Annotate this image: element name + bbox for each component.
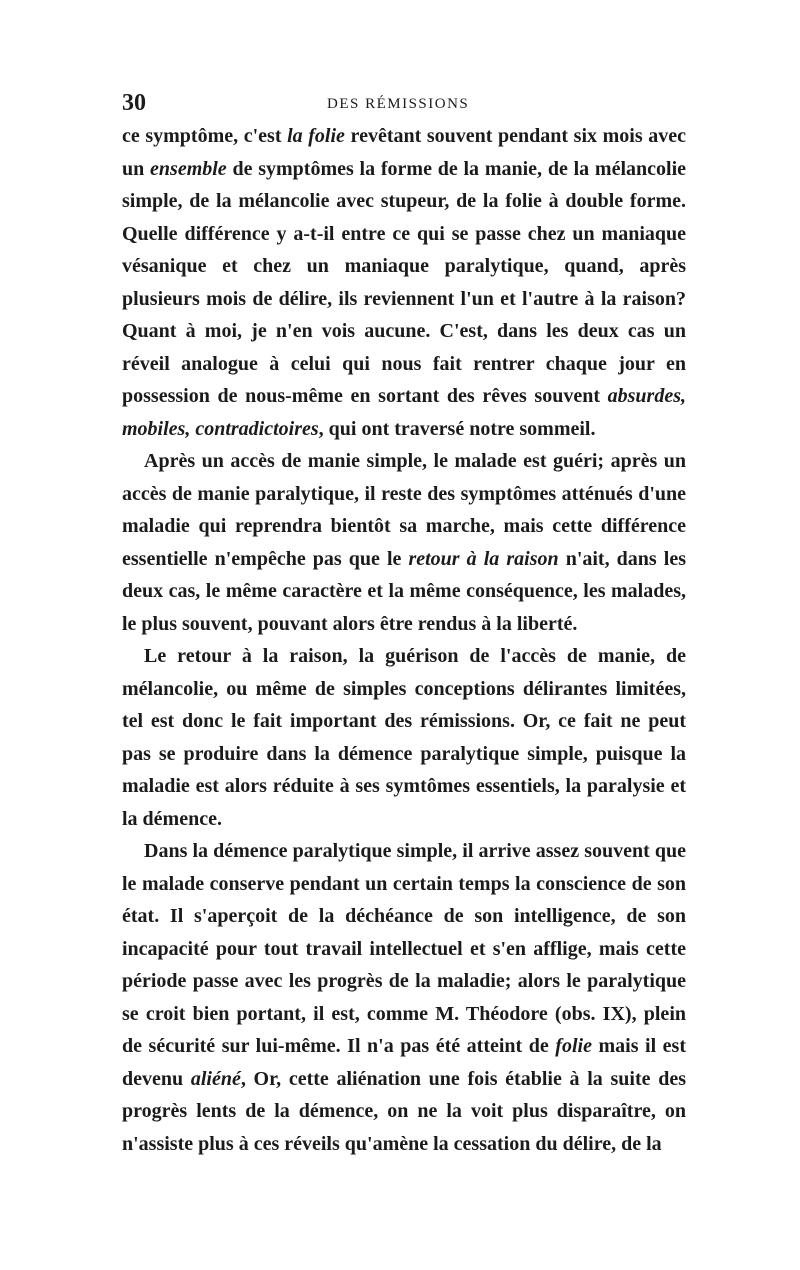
running-head: DES RÉMISSIONS <box>327 96 470 112</box>
italic-text: aliéné <box>190 1067 241 1090</box>
paragraph <box>122 445 686 640</box>
text-run: , Or, cette aliénation une fois établie à la suite des progrès lents de la démence, on ne la voit plus disparaître, on n'assiste plus à ces réveils qu'amène la cessation du délire, de la <box>122 1067 686 1155</box>
italic-text: absurdes, mobiles, contradictoires <box>122 385 686 440</box>
text-run: Dans la démence paralytique simple, il arrive assez souvent que le malade conserve pendant un certain temps la conscience de son état. Il s'aperçoit de la déchéance de son intelligence, de son incapacité pour tout travail intellectuel et s'en afflige, mais cette période passe avec les progrès de la maladie; alors le paralytique se croit bien portant, il est, comme M. Théodore (obs. IX), plein de sécurité sur lui-même. Il n'a pas été atteint de <box>122 840 686 1057</box>
italic-text: retour à la raison <box>408 547 559 570</box>
text-run: revêtant souvent pendant six mois avec un <box>122 125 686 180</box>
text-run: n'ait, dans les deux cas, le même caractère et la même conséquence, les malades, le plus souvent, pouvant alors être rendus à la liberté. <box>122 547 686 635</box>
page-number: 30 <box>122 90 146 116</box>
italic-text: ensemble <box>150 157 227 180</box>
text-run: Le retour à la raison, la guérison de l'accès de manie, de mélancolie, ou même de simples conceptions délirantes limitées, tel est donc le fait important des rémissions. Or, ce fait ne peut pas se produire dans la démence paralytique simple, puisque la maladie est alors réduite à ses symtômes essentiels, la paralysie et la démence. <box>122 645 686 830</box>
text-run: , qui ont traversé notre sommeil. <box>318 417 596 440</box>
page-header <box>122 90 686 120</box>
text-run: ce symptôme, c'est <box>122 125 288 147</box>
body-text <box>122 120 686 1160</box>
text-run: Après un accès de manie simple, le malade est guéri; après un accès de manie paralytique, il reste des symptômes atténués d'une maladie qui reprendra bientôt sa marche, mais cette différence essentielle n'empêche pas que le <box>122 450 686 570</box>
paragraph <box>122 120 686 445</box>
italic-text: la folie <box>287 125 345 147</box>
paragraph <box>122 835 686 1160</box>
text-run: de symptômes la forme de la manie, de la mélancolie simple, de la mélancolie avec stupeur, de la folie à double forme. Quelle différence y a-t-il entre ce qui se passe chez un maniaque vésanique et chez un maniaque paralytique, quand, après plusieurs mois de délire, ils reviennent l'un et l'autre à la raison? Quant à moi, je n'en vois aucune. C'est, dans les deux cas un réveil analogue à celui qui nous fait rentrer chaque jour en possession de nous-même en sortant des rêves souvent <box>122 157 687 407</box>
italic-text: folie <box>555 1035 592 1057</box>
paragraph <box>122 640 686 835</box>
text-run: mais il est devenu <box>122 1035 687 1090</box>
